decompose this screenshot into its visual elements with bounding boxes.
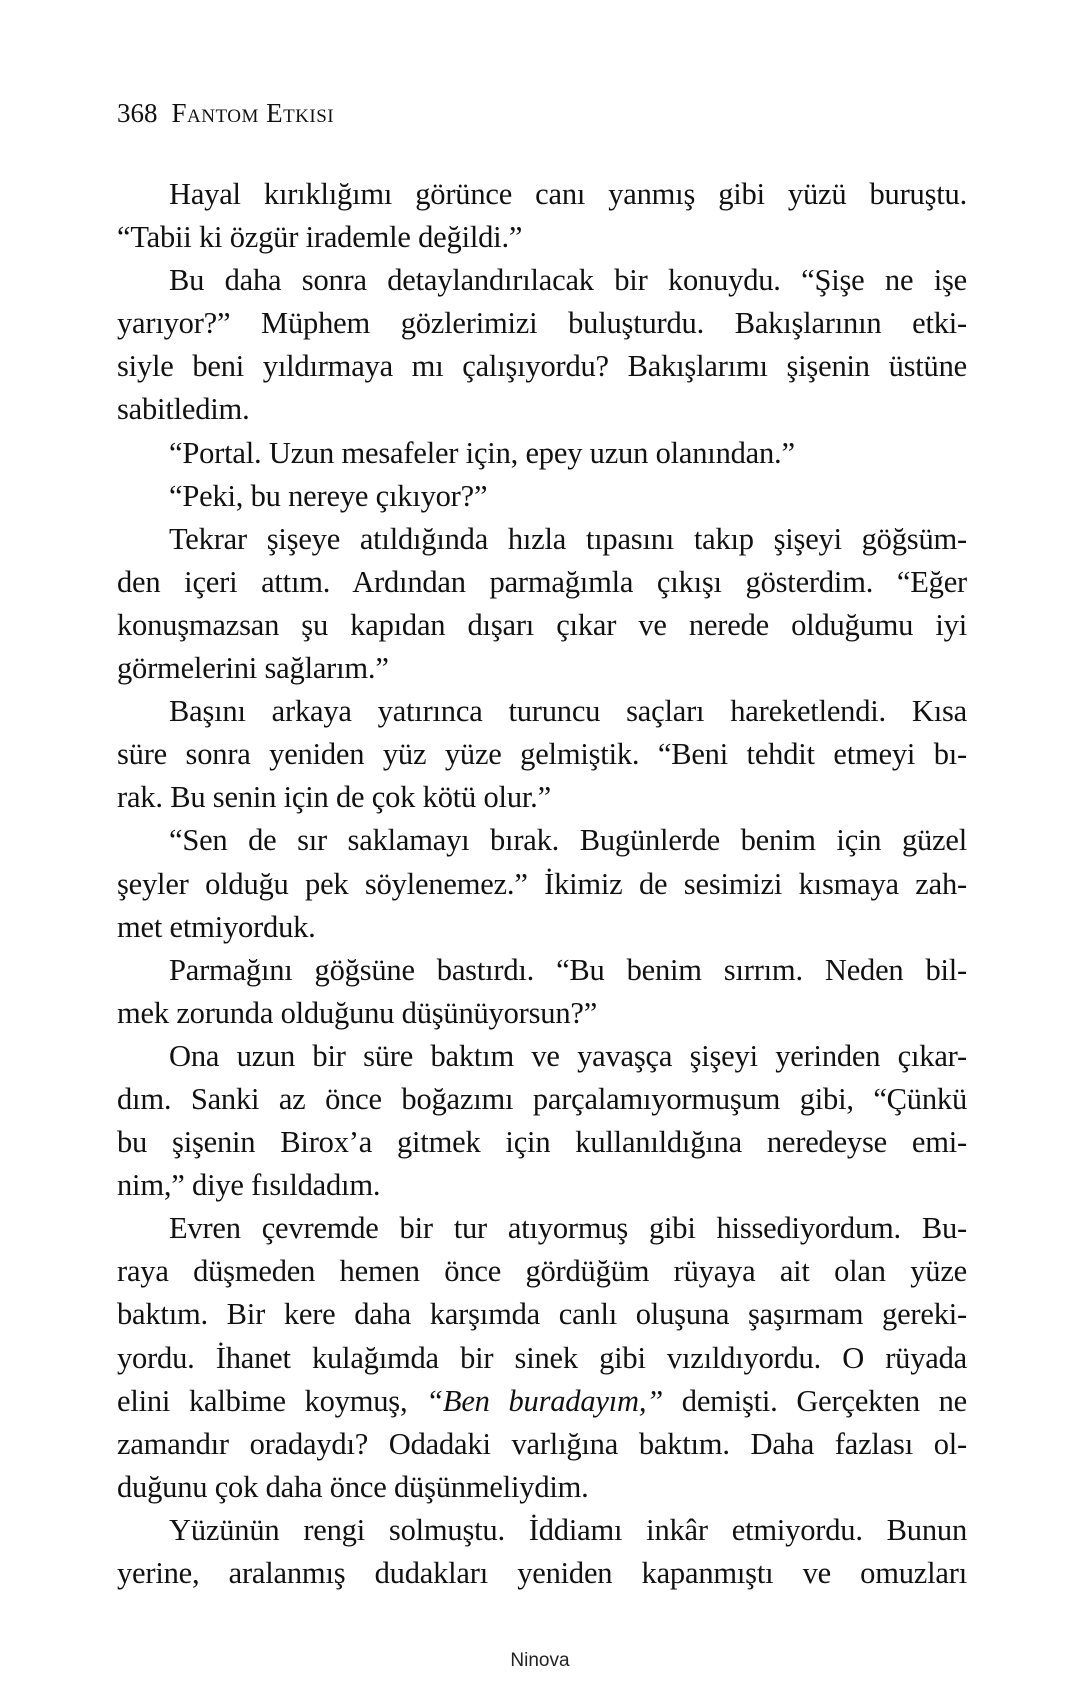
paragraph: [117, 173, 967, 259]
text-line: [117, 1380, 967, 1423]
text-line: yerine, aralanmış dudakları yeniden kapanmıştı ve omuzları: [117, 1556, 967, 1590]
page-body-text: [117, 173, 967, 1595]
text-line: yarıyor?” Müphem gözlerimizi buluşturdu. Bakışlarının etki-: [117, 306, 967, 341]
paragraph: [117, 1035, 967, 1207]
paragraph: [117, 1207, 967, 1509]
paragraph: [117, 690, 967, 819]
text-line: “Sen de sır saklamayı bırak. Bugünlerde benim için güzel: [169, 823, 967, 858]
text-line: den içeri attım. Ardından parmağımla çıkışı gösterdim. “Eğer: [117, 564, 967, 599]
text-line: baktım. Bir kere daha karşımda canlı oluşuna şaşırmam gereki-: [117, 1297, 967, 1332]
paragraph: [117, 259, 967, 431]
paragraph: [117, 949, 967, 1035]
text-line: nim,” diye fısıldadım.: [117, 1168, 381, 1203]
text-line: konuşmazsan şu kapıdan dışarı çıkar ve nerede olduğumu iyi: [117, 607, 967, 642]
text-line: yordu. İhanet kulağımda bir sinek gibi vızıldıyordu. O rüyada: [117, 1340, 967, 1375]
running-header: [117, 96, 334, 130]
paragraph: [117, 432, 967, 475]
text-line: duğunu çok daha önce düşünmeliydim.: [117, 1469, 589, 1504]
paragraph: [117, 518, 967, 690]
text-line: süre sonra yeniden yüz yüze gelmiştik. “Beni tehdit etmeyi bı-: [117, 737, 967, 772]
text-segment: elini kalbime koymuş,: [117, 1383, 427, 1418]
paragraph: [117, 475, 967, 518]
text-line: bu şişenin Birox’a gitmek için kullanıldığına neredeyse emi-: [117, 1125, 967, 1160]
text-line: siyle beni yıldırmaya mı çalışıyordu? Bakışlarımı şişenin üstüne: [117, 349, 967, 384]
footer-watermark: Ninova: [510, 1650, 570, 1671]
text-line: “Portal. Uzun mesafeler için, epey uzun olanından.”: [169, 435, 795, 470]
text-line: Yüzünün rengi solmuştu. İddiamı inkâr etmiyordu. Bunun: [169, 1512, 967, 1547]
text-line: Evren çevremde bir tur atıyormuş gibi hissediyordum. Bu-: [169, 1211, 967, 1246]
text-segment: demişti. Gerçekten ne: [663, 1383, 968, 1418]
paragraph: [117, 819, 967, 948]
text-line: Tekrar şişeye atıldığında hızla tıpasını takıp şişeyi göğsüm-: [169, 521, 967, 556]
text-line: “Peki, bu nereye çıkıyor?”: [169, 478, 488, 513]
text-line: Başını arkaya yatırınca turuncu saçları hareketlendi. Kısa: [169, 694, 967, 729]
book-title: Fantom Etkisi: [171, 98, 335, 128]
text-line: şeyler olduğu pek söylenemez.” İkimiz de sesimizi kısmaya zah-: [117, 866, 967, 901]
text-line: “Tabii ki özgür irademle değildi.”: [117, 220, 523, 255]
text-line: zamandır oradaydı? Odadaki varlığına baktım. Daha fazlası ol-: [117, 1426, 967, 1461]
text-line: sabitledim.: [117, 392, 250, 427]
text-line: Hayal kırıklığımı görünce canı yanmış gibi yüzü buruştu.: [169, 177, 967, 211]
page-number: 368: [117, 98, 158, 128]
text-line: görmelerini sağlarım.”: [117, 651, 389, 686]
paragraph: [117, 1509, 967, 1595]
text-line: met etmiyorduk.: [117, 909, 316, 944]
text-line: mek zorunda olduğunu düşünüyorsun?”: [117, 995, 598, 1030]
text-line: raya düşmeden hemen önce gördüğüm rüyaya ait olan yüze: [117, 1254, 967, 1289]
text-line: Bu daha sonra detaylandırılacak bir konuydu. “Şişe ne işe: [169, 263, 967, 298]
text-line: rak. Bu senin için de çok kötü olur.”: [117, 780, 551, 815]
text-line: dım. Sanki az önce boğazımı parçalamıyormuşum gibi, “Çünkü: [117, 1081, 967, 1116]
italic-quote: “Ben buradayım,”: [426, 1383, 664, 1418]
text-line: Ona uzun bir süre baktım ve yavaşça şişeyi yerinden çıkar-: [169, 1038, 967, 1073]
text-line: Parmağını göğsüne bastırdı. “Bu benim sırrım. Neden bil-: [169, 952, 967, 987]
